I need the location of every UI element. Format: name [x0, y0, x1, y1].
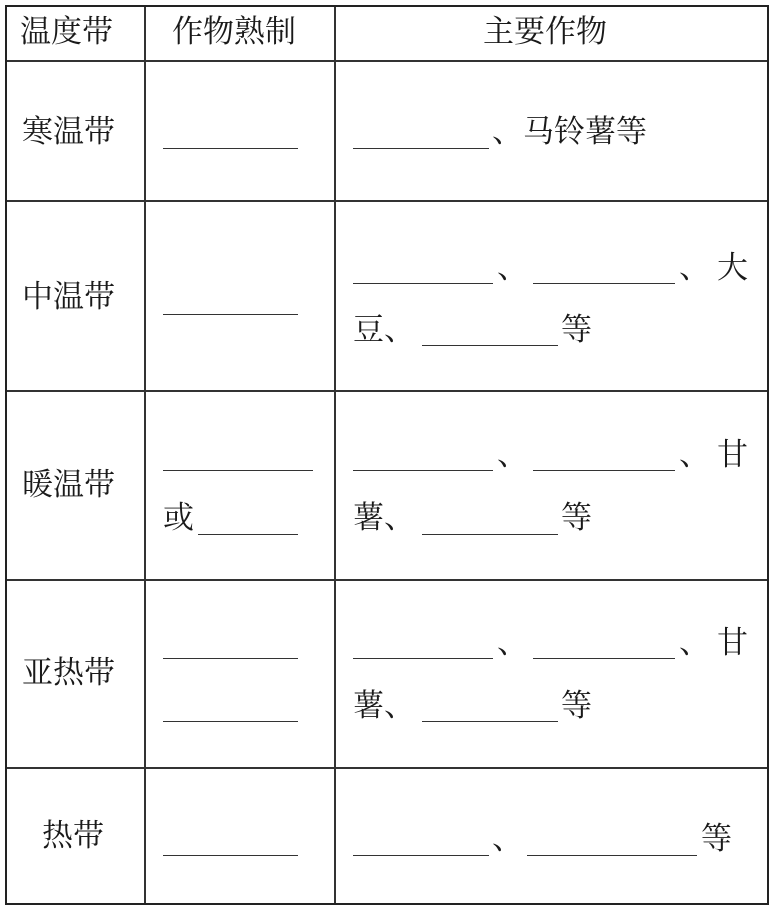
row-divider [7, 200, 767, 202]
separator: 、 [679, 625, 710, 661]
header-maturity: 作物熟制 [172, 14, 296, 50]
answer-blank[interactable] [353, 470, 493, 471]
answer-blank[interactable] [422, 345, 558, 346]
row-divider [7, 390, 767, 392]
answer-blank[interactable] [353, 658, 493, 659]
zone-label: 中温带 [22, 279, 115, 315]
crops-text: 等 [561, 312, 592, 348]
maturity-or: 或 [163, 500, 194, 536]
answer-blank[interactable] [163, 658, 298, 659]
answer-blank[interactable] [353, 148, 489, 149]
crops-text: 甘 [717, 437, 748, 473]
answer-blank[interactable] [527, 855, 697, 856]
crops-text: 等 [701, 821, 732, 857]
answer-blank[interactable] [353, 283, 493, 284]
separator: 、 [497, 437, 528, 473]
crops-text: 大 [717, 250, 748, 286]
answer-blank[interactable] [533, 470, 675, 471]
zone-label: 亚热带 [22, 655, 115, 691]
row-divider [7, 767, 767, 769]
crop-table [5, 5, 769, 905]
separator: 、 [679, 437, 710, 473]
separator: 、 [497, 625, 528, 661]
answer-blank[interactable] [422, 721, 558, 722]
answer-blank[interactable] [422, 534, 558, 535]
zone-label: 热带 [42, 818, 104, 854]
row-divider [7, 579, 767, 581]
crops-text: 豆、 [353, 312, 415, 348]
answer-blank[interactable] [533, 283, 675, 284]
answer-blank[interactable] [163, 721, 298, 722]
header-crops: 主要作物 [483, 14, 607, 50]
crops-text: 等 [561, 500, 592, 536]
crops-text: 、马铃薯等 [492, 114, 647, 150]
row-divider [7, 60, 767, 62]
header-zone: 温度带 [20, 14, 113, 50]
answer-blank[interactable] [163, 470, 313, 471]
answer-blank[interactable] [533, 658, 675, 659]
separator: 、 [497, 250, 528, 286]
crops-text: 等 [561, 688, 592, 724]
zone-label: 寒温带 [22, 114, 115, 150]
zone-label: 暖温带 [22, 467, 115, 503]
answer-blank[interactable] [163, 314, 298, 315]
crops-text: 薯、 [353, 688, 415, 724]
crops-text: 薯、 [353, 500, 415, 536]
separator: 、 [492, 821, 523, 857]
answer-blank[interactable] [163, 855, 298, 856]
crops-text: 甘 [717, 625, 748, 661]
separator: 、 [679, 250, 710, 286]
answer-blank[interactable] [163, 148, 298, 149]
answer-blank[interactable] [198, 534, 298, 535]
answer-blank[interactable] [353, 855, 489, 856]
